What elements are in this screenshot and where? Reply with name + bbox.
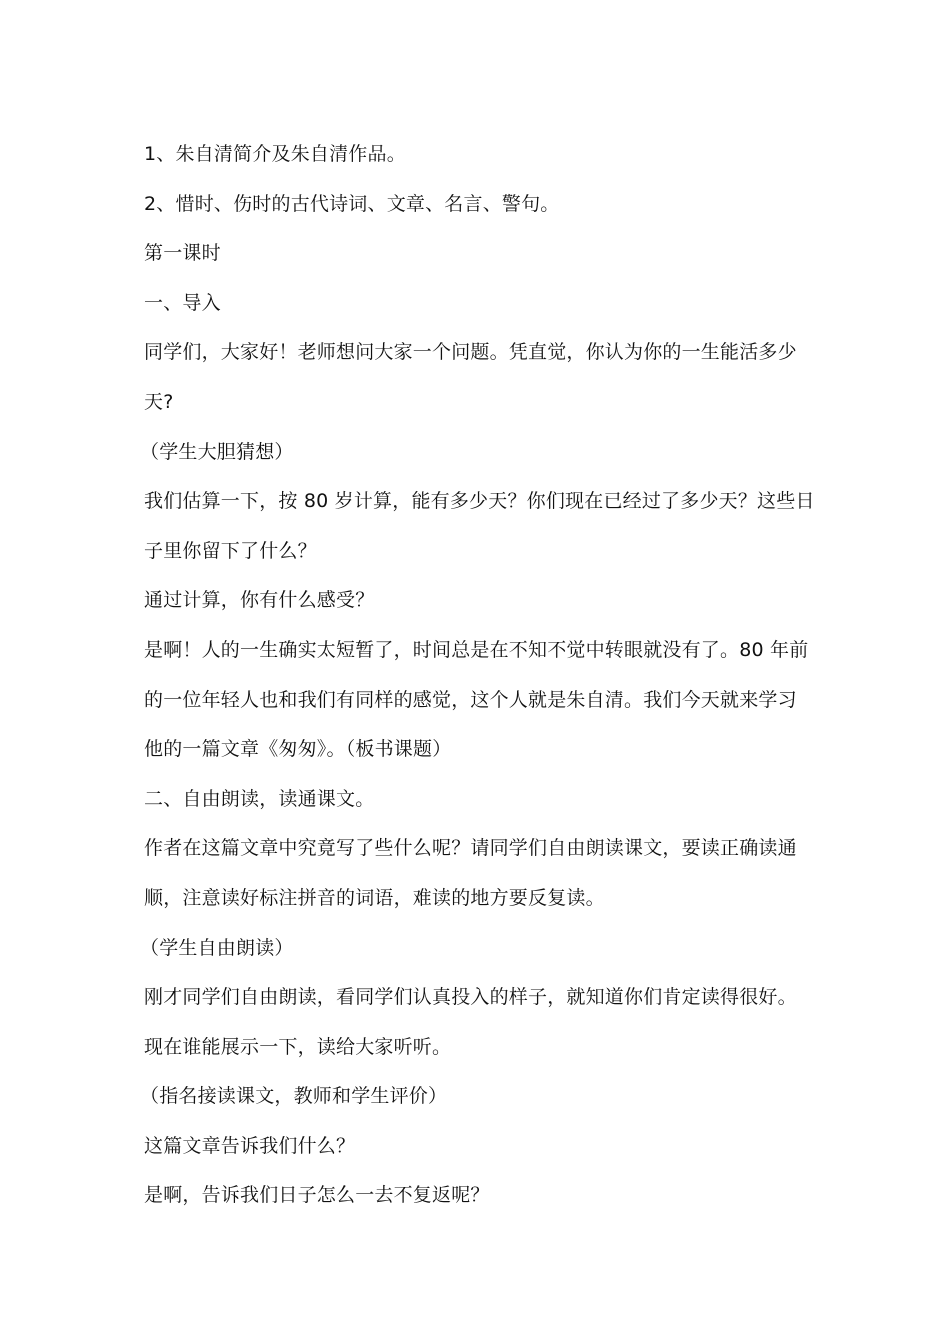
paragraph-line: 同学们，大家好！老师想问大家一个问题。凭直觉，你认为你的一生能活多少 xyxy=(144,341,797,364)
paragraph-line: 天? xyxy=(144,390,174,413)
section-heading-reading: 二、自由朗读，读通课文。 xyxy=(144,787,375,810)
paragraph-line: 通过计算，你有什么感受？ xyxy=(144,589,375,612)
paragraph-line: 顺，注意读好标注拼音的词语，难读的地方要反复读。 xyxy=(144,886,605,909)
paragraph-line: 是啊！人的一生确实太短暂了，时间总是在不知不觉中转眼就没有了。80 年前 xyxy=(144,638,809,661)
list-item-1: 1、朱自清简介及朱自清作品。 xyxy=(144,143,406,165)
paragraph-line: 作者在这篇文章中究竟写了些什么呢？请同学们自由朗读课文，要读正确读通 xyxy=(144,837,797,860)
section-heading-intro: 一、导入 xyxy=(144,291,221,314)
lesson-heading: 第一课时 xyxy=(144,242,221,265)
list-item-2: 2、惜时、伤时的古代诗词、文章、名言、警句。 xyxy=(144,192,560,215)
paragraph-line: 现在谁能展示一下，读给大家听听。 xyxy=(144,1035,452,1058)
stage-direction: （学生大胆猜想） xyxy=(140,440,294,463)
paragraph-line: 子里你留下了什么？ xyxy=(144,539,317,562)
paragraph-line: 刚才同学们自由朗读，看同学们认真投入的样子，就知道你们肯定读得很好。 xyxy=(144,986,797,1009)
stage-direction: （指名接读课文，教师和学生评价） xyxy=(140,1085,448,1108)
paragraph-line: 是啊，告诉我们日子怎么一去不复返呢？ xyxy=(144,1184,490,1207)
paragraph-line: 我们估算一下，按 80 岁计算，能有多少天？你们现在已经过了多少天？这些日 xyxy=(144,490,815,513)
paragraph-line: 这篇文章告诉我们什么？ xyxy=(144,1134,356,1157)
document-body xyxy=(140,130,815,1221)
paragraph-line: 他的一篇文章《匆匆》。（板书课题） xyxy=(144,738,452,761)
paragraph-line: 的一位年轻人也和我们有同样的感觉，这个人就是朱自清。我们今天就来学习 xyxy=(144,688,797,711)
stage-direction: （学生自由朗读） xyxy=(140,936,294,959)
